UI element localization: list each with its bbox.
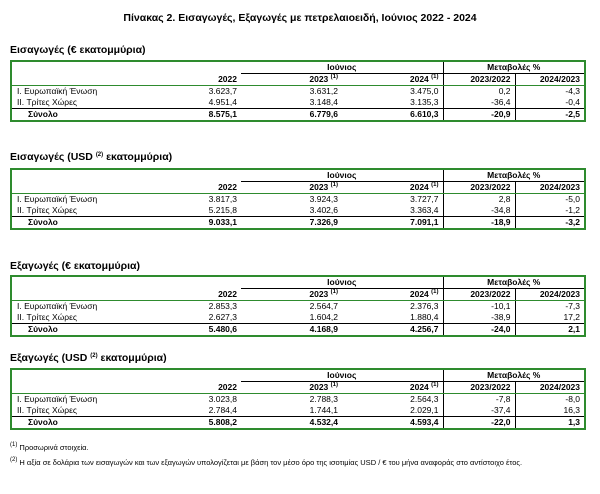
section-title: Εισαγωγές (USD $^{(2)}$ εκατομμύρια) bbox=[10, 151, 173, 163]
change-2024-2023: -0,4 bbox=[515, 97, 584, 109]
header-month: Ιούνιος bbox=[241, 62, 443, 74]
change-2023-2022: -36,4 bbox=[491, 97, 511, 107]
header-year-2023: 2023 $^{(1)}$ bbox=[241, 182, 342, 194]
header-change: Μεταβολές % bbox=[443, 62, 584, 74]
change-2023-2022: -38,9 bbox=[491, 312, 511, 322]
value-2023: 4.532,4 bbox=[241, 417, 342, 429]
header-blank bbox=[12, 170, 140, 182]
value-2023: 1.604,2 bbox=[309, 312, 338, 322]
footnote-2: $^{(2)}$ Η αξία σε δολάρια των εισαγωγών και των εξαγωγών υπολογίζεται με βάση τον μέσο όρο της ισοτιμίας USD / € του μήνα αναφοράς στο αντίστοιχο έτος. bbox=[10, 457, 523, 467]
header-change: Μεταβολές % bbox=[443, 277, 584, 289]
change-2024-2023: 1,3 bbox=[515, 417, 584, 429]
change-2024-2023: -4,3 bbox=[515, 86, 584, 98]
table-row bbox=[12, 97, 584, 109]
value-2024: 7.091,1 bbox=[342, 217, 443, 229]
value-2023: 3.402,6 bbox=[309, 205, 338, 215]
header-blank bbox=[140, 170, 241, 182]
section-title: Εξαγωγές (€ εκατομμύρια) bbox=[10, 260, 140, 272]
header-blank bbox=[140, 370, 241, 382]
header-month: Ιούνιος bbox=[241, 170, 443, 182]
change-2023-2022: 0,2 bbox=[498, 86, 511, 96]
header-year-2022: 2022 bbox=[140, 289, 241, 301]
change-2024-2023: -8,0 bbox=[515, 394, 584, 406]
value-2022: 2.784,4 bbox=[208, 405, 237, 415]
header-year-2022: 2022 bbox=[140, 74, 241, 86]
header-change-2023-2022: 2023/2022 bbox=[443, 182, 515, 194]
value-2024: 1.880,4 bbox=[342, 312, 443, 324]
total-row bbox=[12, 417, 584, 429]
row-label: I. Ευρωπαϊκή Ένωση bbox=[17, 86, 98, 96]
header-year-2024: 2024 $^{(1)}$ bbox=[342, 289, 443, 301]
header-year-2022: 2022 bbox=[140, 382, 241, 394]
value-2024: 2.564,3 bbox=[342, 394, 443, 406]
row-label: Σύνολο bbox=[12, 217, 140, 229]
value-2024: 2.029,1 bbox=[342, 405, 443, 417]
header-year-2024: 2024 $^{(1)}$ bbox=[342, 382, 443, 394]
header-change-2023-2022: 2023/2022 bbox=[443, 289, 515, 301]
section-title: Εξαγωγές (USD $^{(2)}$ εκατομμύρια) bbox=[10, 352, 167, 364]
value-2022: 3.817,3 bbox=[208, 194, 237, 204]
value-2024: 3.475,0 bbox=[342, 86, 443, 98]
value-2022: 5.808,2 bbox=[140, 417, 241, 429]
table-row bbox=[12, 194, 584, 206]
page-title: Πίνακας 2. Εισαγωγές, Εξαγωγές με πετρελαιοειδή, Ιούνιος 2022 - 2024 bbox=[123, 12, 477, 24]
section-title: Εισαγωγές (€ εκατομμύρια) bbox=[10, 44, 146, 56]
header-change-2024-2023: 2024/2023 bbox=[515, 74, 584, 86]
header-blank bbox=[12, 62, 140, 74]
row-label: Σύνολο bbox=[12, 109, 140, 121]
header-blank bbox=[12, 74, 140, 86]
data-table bbox=[10, 168, 586, 230]
row-label: II. Τρίτες Χώρες bbox=[17, 312, 77, 322]
row-label: II. Τρίτες Χώρες bbox=[17, 405, 77, 415]
value-2022: 5.215,8 bbox=[208, 205, 237, 215]
total-row bbox=[12, 109, 584, 121]
header-month: Ιούνιος bbox=[241, 370, 443, 382]
change-2024-2023: 17,2 bbox=[515, 312, 584, 324]
header-blank bbox=[12, 289, 140, 301]
change-2023-2022: -37,4 bbox=[491, 405, 511, 415]
header-change-2024-2023: 2024/2023 bbox=[515, 182, 584, 194]
data-table bbox=[10, 60, 586, 122]
value-2024: 4.593,4 bbox=[342, 417, 443, 429]
header-blank bbox=[140, 62, 241, 74]
change-2024-2023: 2,1 bbox=[515, 324, 584, 336]
change-2024-2023: -1,2 bbox=[515, 205, 584, 217]
value-2023: 6.779,6 bbox=[241, 109, 342, 121]
value-2023: 7.326,9 bbox=[241, 217, 342, 229]
header-year-2024: 2024 $^{(1)}$ bbox=[342, 74, 443, 86]
change-2024-2023: -5,0 bbox=[515, 194, 584, 206]
table-row bbox=[12, 405, 584, 417]
change-2023-2022: -22,0 bbox=[443, 417, 515, 429]
value-2022: 9.033,1 bbox=[140, 217, 241, 229]
header-blank bbox=[140, 277, 241, 289]
header-year-2022: 2022 bbox=[140, 182, 241, 194]
value-2024: 3.135,3 bbox=[342, 97, 443, 109]
row-label: II. Τρίτες Χώρες bbox=[17, 205, 77, 215]
row-label: II. Τρίτες Χώρες bbox=[17, 97, 77, 107]
header-year-2023: 2023 $^{(1)}$ bbox=[241, 289, 342, 301]
header-change-2023-2022: 2023/2022 bbox=[443, 382, 515, 394]
value-2023: 1.744,1 bbox=[309, 405, 338, 415]
header-year-2023: 2023 $^{(1)}$ bbox=[241, 74, 342, 86]
header-change: Μεταβολές % bbox=[443, 370, 584, 382]
change-2023-2022: -20,9 bbox=[443, 109, 515, 121]
value-2024: 6.610,3 bbox=[342, 109, 443, 121]
value-2023: 3.924,3 bbox=[309, 194, 338, 204]
header-change-2024-2023: 2024/2023 bbox=[515, 289, 584, 301]
value-2024: 2.376,3 bbox=[342, 301, 443, 313]
data-table bbox=[10, 275, 586, 337]
table-row bbox=[12, 86, 584, 98]
value-2022: 2.853,3 bbox=[208, 301, 237, 311]
change-2023-2022: -7,8 bbox=[495, 394, 511, 404]
value-2022: 4.951,4 bbox=[208, 97, 237, 107]
header-blank bbox=[12, 182, 140, 194]
table-row bbox=[12, 301, 584, 313]
header-change-2023-2022: 2023/2022 bbox=[443, 74, 515, 86]
value-2024: 3.727,7 bbox=[342, 194, 443, 206]
header-change: Μεταβολές % bbox=[443, 170, 584, 182]
table-row bbox=[12, 312, 584, 324]
value-2022: 5.480,6 bbox=[140, 324, 241, 336]
row-label: I. Ευρωπαϊκή Ένωση bbox=[17, 194, 98, 204]
value-2022: 3.023,8 bbox=[208, 394, 237, 404]
change-2023-2022: -34,8 bbox=[491, 205, 511, 215]
change-2024-2023: 16,3 bbox=[515, 405, 584, 417]
row-label: I. Ευρωπαϊκή Ένωση bbox=[17, 394, 98, 404]
header-year-2024: 2024 $^{(1)}$ bbox=[342, 182, 443, 194]
footnote-1: $^{(1)}$ Προσωρινά στοιχεία. bbox=[10, 442, 89, 452]
change-2023-2022: -18,9 bbox=[443, 217, 515, 229]
value-2022: 8.575,1 bbox=[140, 109, 241, 121]
value-2022: 3.623,7 bbox=[208, 86, 237, 96]
change-2024-2023: -3,2 bbox=[515, 217, 584, 229]
value-2024: 4.256,7 bbox=[342, 324, 443, 336]
value-2023: 3.631,2 bbox=[309, 86, 338, 96]
change-2024-2023: -2,5 bbox=[515, 109, 584, 121]
total-row bbox=[12, 324, 584, 336]
value-2024: 3.363,4 bbox=[342, 205, 443, 217]
value-2023: 3.148,4 bbox=[309, 97, 338, 107]
row-label: Σύνολο bbox=[12, 324, 140, 336]
data-table bbox=[10, 368, 586, 430]
change-2023-2022: -10,1 bbox=[491, 301, 511, 311]
change-2023-2022: -24,0 bbox=[443, 324, 515, 336]
header-blank bbox=[12, 370, 140, 382]
row-label: I. Ευρωπαϊκή Ένωση bbox=[17, 301, 98, 311]
value-2022: 2.627,3 bbox=[208, 312, 237, 322]
total-row bbox=[12, 217, 584, 229]
header-year-2023: 2023 $^{(1)}$ bbox=[241, 382, 342, 394]
change-2023-2022: 2,8 bbox=[498, 194, 511, 204]
header-change-2024-2023: 2024/2023 bbox=[515, 382, 584, 394]
header-blank bbox=[12, 277, 140, 289]
value-2023: 4.168,9 bbox=[241, 324, 342, 336]
header-blank bbox=[12, 382, 140, 394]
value-2023: 2.564,7 bbox=[309, 301, 338, 311]
change-2024-2023: -7,3 bbox=[515, 301, 584, 313]
table-row bbox=[12, 394, 584, 406]
table-row bbox=[12, 205, 584, 217]
value-2023: 2.788,3 bbox=[309, 394, 338, 404]
row-label: Σύνολο bbox=[12, 417, 140, 429]
header-month: Ιούνιος bbox=[241, 277, 443, 289]
